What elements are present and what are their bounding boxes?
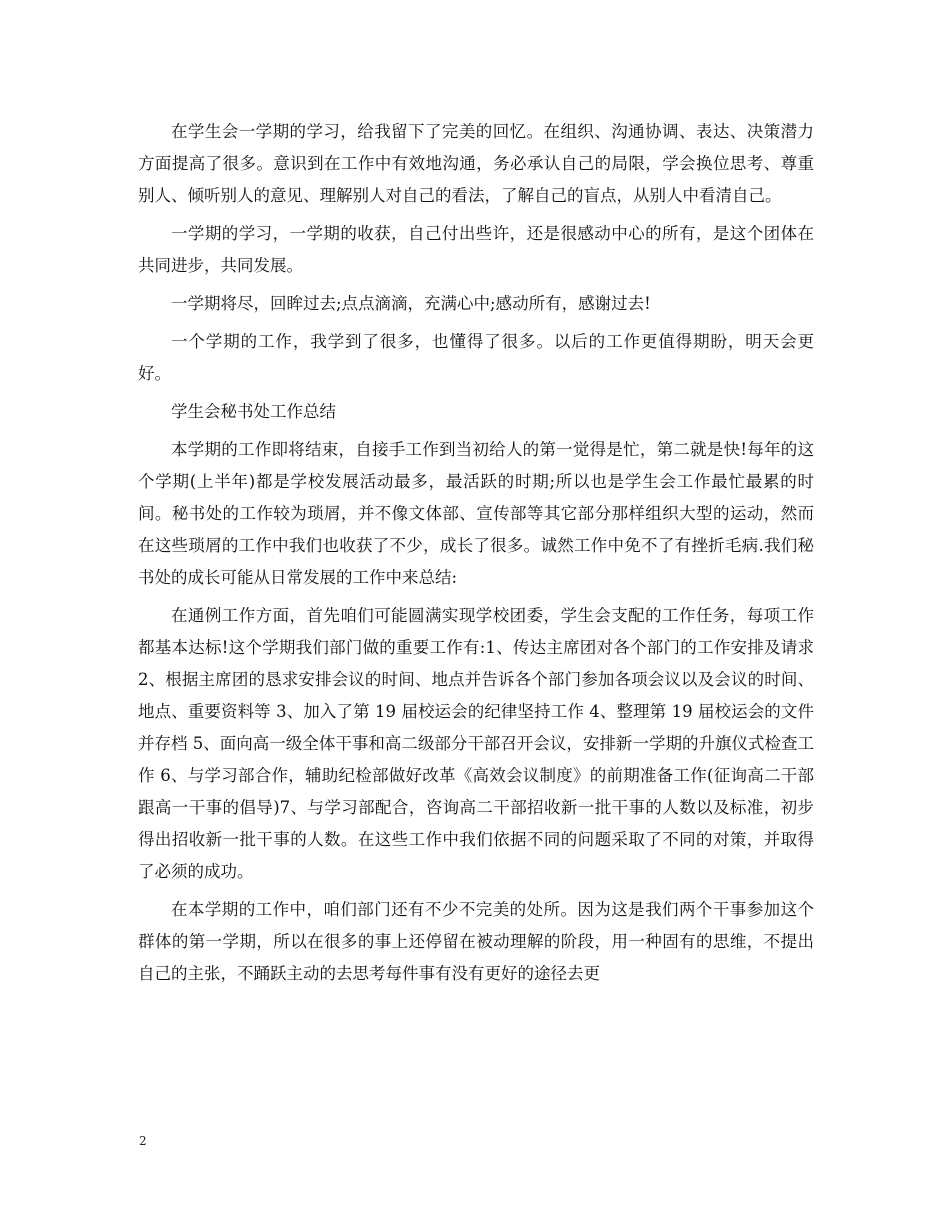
document-body <box>138 116 814 996</box>
paragraph: 在本学期的工作中，咱们部门还有不少不完美的处所。因为这是我们两个干事参加这个群体的第一学期，所以在很多的事上还停留在被动理解的阶段，用一种固有的思维，不提出自己的主张，不踊跃主动的去思考每件事有没有更好的途径去更 <box>138 900 814 983</box>
paragraph: 一学期将尽，回眸过去;点点滴滴，充满心中;感动所有，感谢过去! <box>171 294 651 313</box>
paragraph: 一学期的学习，一学期的收获，自己付出些许，还是很感动中心的所有，是这个团体在共同进步，共同发展。 <box>138 224 814 275</box>
paragraph: 本学期的工作即将结束，自接手工作到当初给人的第一觉得是忙，第二就是快!每年的这个学期(上半年)都是学校发展活动最多，最活跃的时期;所以也是学生会工作最忙最累的时间。秘书处的工作较为琐屑，并不像文体部、宣传部等其它部分那样组织大型的运动，然而在这些琐屑的工作中我们也收获了不少，成长了很多。诚然工作中免不了有挫折毛病.我们秘书处的成长可能从日常发展的工作中来总结: <box>138 440 814 587</box>
section-title: 学生会秘书处工作总结 <box>171 402 336 421</box>
paragraph: 在通例工作方面，首先咱们可能圆满实现学校团委，学生会支配的工作任务，每项工作都基本达标!这个学期我们部门做的重要工作有:1、传达主席团对各个部门的工作安排及请求 2、根据主席团的恳求安排会议的时间、地点并告诉各个部门参加各项会议以及会议的时间、地点、重要资料等 3、加入了第 19 届校运会的纪律坚持工作 4、整理第 19 届校运会的文件并存档 5、面向高一级全体干事和高二级部分干部召开会议，安排新一学期的升旗仪式检查工作 6、与学习部合作，辅助纪检部做好改革《高效会议制度》的前期准备工作(征询高二干部跟高一干事的倡导)7、与学习部配合，咨询高二干部招收新一批干事的人数以及标准，初步得出招收新一批干事的人数。在这些工作中我们依据不同的问题采取了不同的对策，并取得了必须的成功。 <box>138 606 814 881</box>
page-number: 2 <box>139 1134 147 1148</box>
paragraph: 一个学期的工作，我学到了很多，也懂得了很多。以后的工作更值得期盼，明天会更好。 <box>138 332 814 383</box>
paragraph: 在学生会一学期的学习，给我留下了完美的回忆。在组织、沟通协调、表达、决策潜力方面提高了很多。意识到在工作中有效地沟通，务必承认自己的局限，学会换位思考、尊重别人、倾听别人的意见、理解别人对自己的看法，了解自己的盲点，从别人中看清自己。 <box>138 122 814 205</box>
